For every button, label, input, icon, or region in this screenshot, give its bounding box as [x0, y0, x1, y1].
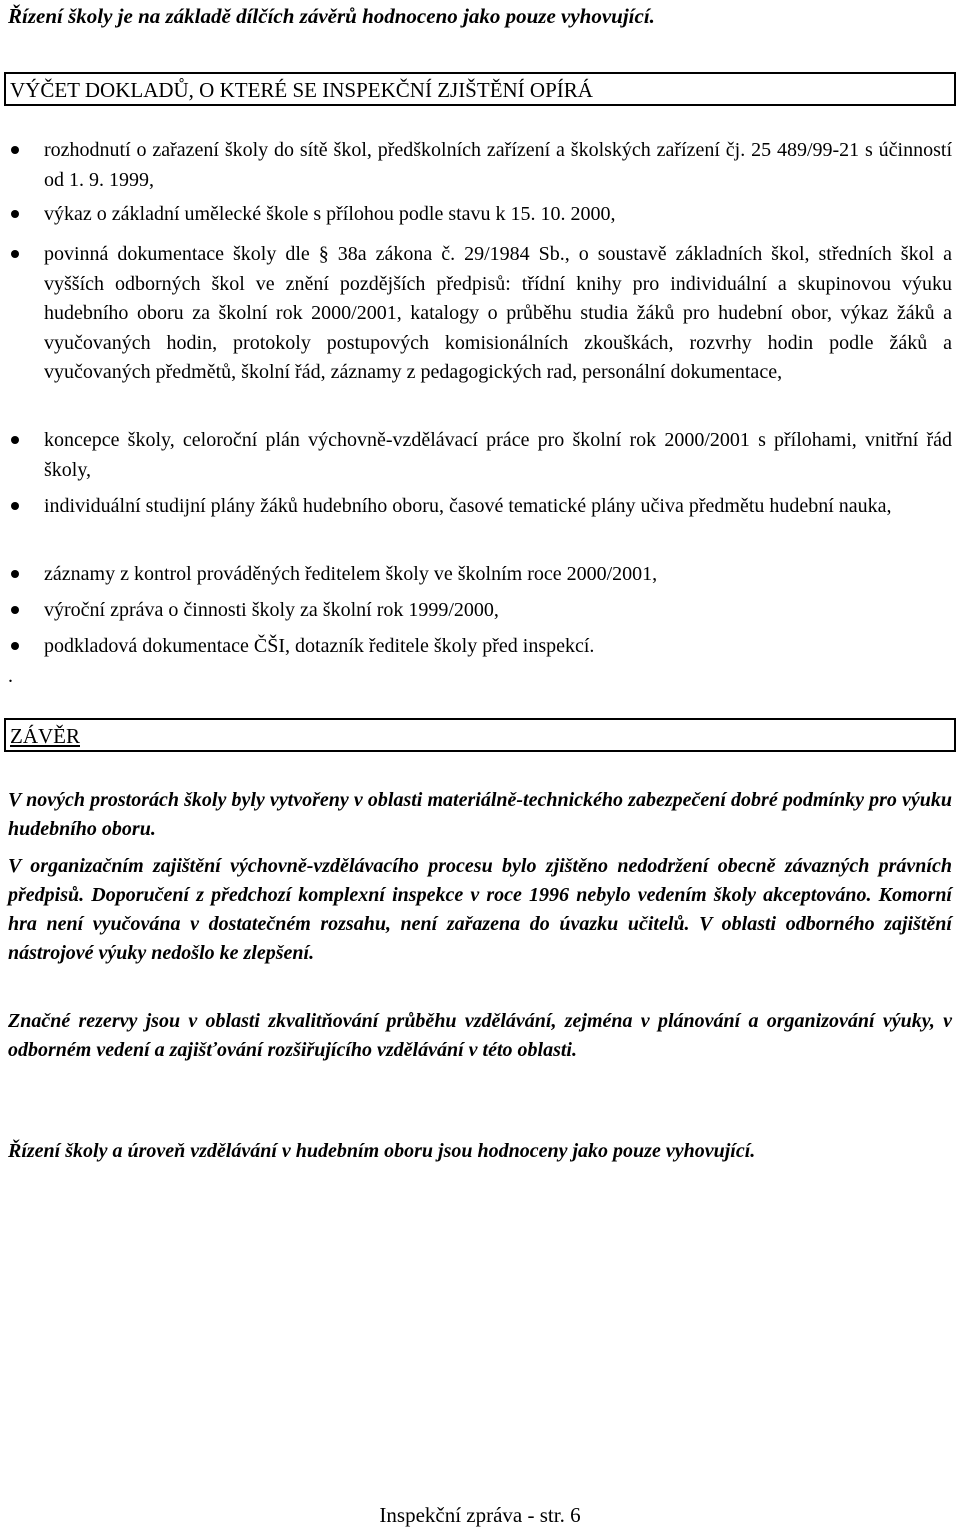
page-footer-text: Inspekční zpráva - str. 6: [379, 1503, 581, 1527]
conclusion-paragraph: V nových prostorách školy byly vytvořeny v oblasti materiálně-technického zabezpečení dobré podmínky pro výuku hudebního oboru.: [8, 789, 952, 840]
conclusion-paragraph: Řízení školy a úroveň vzdělávání v hudebním oboru jsou hodnoceny jako pouze vyhovující.: [8, 1140, 756, 1162]
page-footer: [0, 1503, 960, 1528]
lead-verdict: Řízení školy je na základě dílčích závěrů hodnoceno jako pouze vyhovující.: [8, 4, 655, 28]
bullet-icon: [11, 250, 19, 258]
conclusion-heading-box: [4, 718, 956, 752]
bullet-icon: [11, 570, 19, 578]
conclusion-paragraph: Značné rezervy jsou v oblasti zkvalitňování průběhu vzdělávání, zejména v plánování a organizování výuky, v odborném vedení a zajišťování rozšiřujícího vzdělávání v této oblasti.: [8, 1010, 952, 1061]
bullet-icon: [11, 210, 19, 218]
list-item-text: koncepce školy, celoroční plán výchovně-vzdělávací práce pro školní rok 2000/2001 s přílohami, vnitřní řád školy,: [44, 429, 952, 481]
conclusion-paragraph: V organizačním zajištění výchovně-vzdělávacího procesu bylo zjištěno nedodržení obecně závazných právních předpisů. Doporučení z předchozí komplexní inspekce v roce 1996 nebylo vedením školy akceptováno. Komorní hra není vyučována v dostatečném rozsahu, není zařazena do úvazku učitelů. V oblasti odborného zajištění nástrojové výuky nedošlo ke zlepšení.: [8, 855, 952, 964]
conclusion-heading: ZÁVĚR: [10, 724, 80, 748]
bullet-icon: [11, 642, 19, 650]
evidence-heading-box: [4, 72, 956, 106]
bullet-icon: [11, 146, 19, 154]
bullet-icon: [11, 606, 19, 614]
evidence-heading: VÝČET DOKLADŮ, O KTERÉ SE INSPEKČNÍ ZJIŠTĚNÍ OPÍRÁ: [10, 78, 593, 102]
list-item-text: výroční zpráva o činnosti školy za školní rok 1999/2000,: [44, 599, 499, 621]
list-item-text: povinná dokumentace školy dle § 38a zákona č. 29/1984 Sb., o soustavě základních škol, středních škol a vyšších odborných škol ve znění pozdějších předpisů: třídní knihy pro individuální a skupinovou výuku hudebního oboru za školní rok 2000/2001, katalogy o průběhu studia žáků pro hudební obor, výkaz žáků a vyučovaných hodin, protokoly postupových komisionálních zkouškách, rozvrhy hodin podle žáků a vyučovaných předmětů, školní řád, záznamy z pedagogických rad, personální dokumentace,: [44, 243, 952, 383]
stray-mark: .: [8, 665, 13, 687]
list-item-text: individuální studijní plány žáků hudebního oboru, časové tematické plány učiva předmětu hudební nauka,: [44, 495, 892, 517]
bullet-icon: [11, 436, 19, 444]
list-item-text: výkaz o základní umělecké škole s přílohou podle stavu k 15. 10. 2000,: [44, 203, 616, 225]
bullet-icon: [11, 502, 19, 510]
list-item-text: podkladová dokumentace ČŠI, dotazník ředitele školy před inspekcí.: [44, 635, 595, 657]
list-item-text: záznamy z kontrol prováděných ředitelem školy ve školním roce 2000/2001,: [44, 563, 658, 585]
list-item-text: rozhodnutí o zařazení školy do sítě škol, předškolních zařízení a školských zařízení čj. 25 489/99-21 s účinností od 1. 9. 1999,: [44, 139, 952, 191]
